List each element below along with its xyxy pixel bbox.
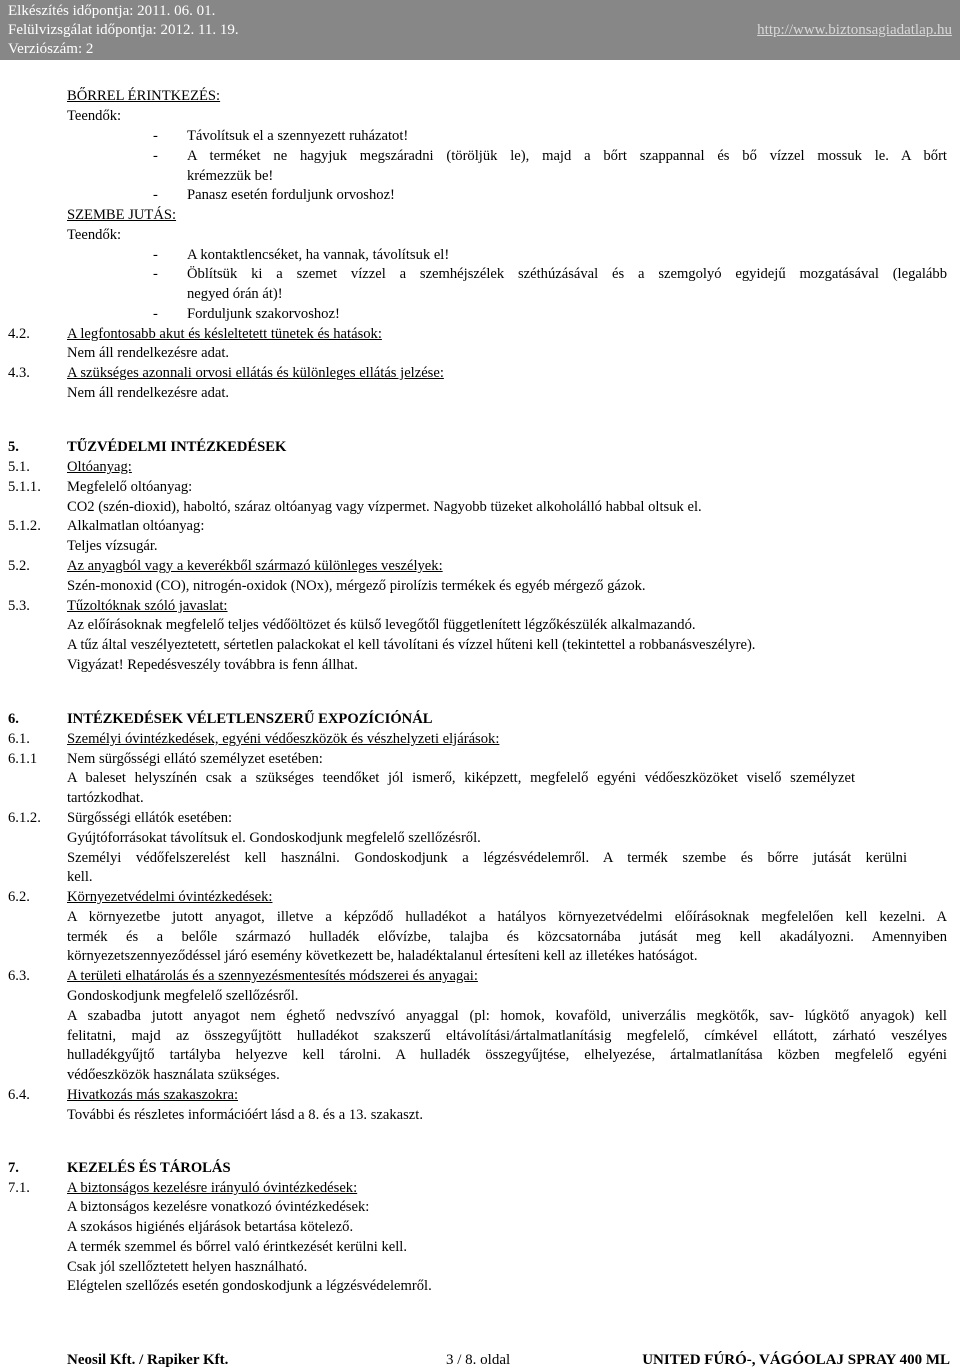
version-number: Verziószám: 2	[8, 41, 94, 57]
skin-todo-label: Teendők:	[67, 108, 122, 124]
skin-item-3: Panasz esetén forduljunk orvoshoz!	[187, 187, 395, 203]
section-7-title: KEZELÉS ÉS TÁROLÁS	[67, 1160, 231, 1176]
unsuitable-media-label: Alkalmatlan oltóanyag:	[67, 518, 205, 534]
non-emergency-text: A baleset helyszínén csak a szükséges teendőket jól ismerő, kiképzett, megfelelő egyéni védőeszközöket viselő személyzet	[67, 770, 855, 786]
suitable-media-text: CO2 (szén-dioxid), haboltó, száraz oltóanyag vagy vízpermet. Nagyobb tüzeket alkoholálló habbal oltsuk el.	[67, 499, 702, 515]
emergency-responders-text: Személyi védőfelszerelést kell használni. Gondoskodjunk a légzésvédelemről. A termék szembe és bőrre jutását kerülni	[67, 850, 907, 866]
section-5-title: TŰZVÉDELMI INTÉZKEDÉSEK	[67, 439, 287, 455]
footer-page-number: 3 / 8. oldal	[446, 1352, 511, 1368]
references-text: További és részletes információért lásd a 8. és a 13. szakaszt.	[67, 1107, 423, 1123]
eye-item-1: A kontaktlencséket, ha vannak, távolítsuk el!	[187, 247, 450, 263]
section-number: 5.1.	[8, 459, 30, 475]
eye-item-2-cont: negyed órán át)!	[187, 286, 283, 302]
eye-todo-label: Teendők:	[67, 227, 122, 243]
safe-handling-text: Csak jól szellőztetett helyen használható.	[67, 1259, 308, 1275]
special-hazards-title: Az anyagból vagy a keverékből származó különleges veszélyek:	[67, 558, 443, 574]
section-number: 7.1.	[8, 1180, 30, 1196]
skin-contact-title: BŐRREL ÉRINTKEZÉS:	[67, 88, 221, 104]
section-number: 6.3.	[8, 968, 30, 984]
safe-handling-text: A szokásos higiénés eljárások betartása kötelező.	[67, 1219, 354, 1235]
emergency-responders-text-cont: kell.	[67, 869, 93, 885]
unsuitable-media-text: Teljes vízsugár.	[67, 538, 158, 554]
section-number: 7.	[8, 1160, 19, 1176]
environmental-text: A környezetbe jutott anyagot, illetve a képződő hulladékot a hatályos környezetvédelmi előírásoknak megfelelően kell kezelni. A	[67, 909, 947, 925]
section-number: 5.1.1.	[8, 479, 41, 495]
firefighter-advice-text: Az előírásoknak megfelelő teljes védőöltözet és külső levegőtől függetlenített légzőkészülék alkalmazandó.	[67, 617, 696, 633]
section-number: 6.1.	[8, 731, 30, 747]
section-number: 6.	[8, 711, 19, 727]
section-6-title: INTÉZKEDÉSEK VÉLETLENSZERŰ EXPOZÍCIÓNÁL	[67, 711, 433, 727]
reviewed-date: Felülvizsgálat időpontja: 2012. 11. 19.	[8, 22, 239, 38]
section-4-3-text: Nem áll rendelkezésre adat.	[67, 385, 230, 401]
section-number: 4.2.	[8, 326, 30, 342]
containment-text: védőeszközök használata szükséges.	[67, 1067, 280, 1083]
eye-contact-title: SZEMBE JUTÁS:	[67, 207, 177, 223]
eye-item-2: Öblítsük ki a szemet vízzel a szemhéjszélek széthúzásával és a szemgolyó egyidejű mozgatásával (legalább	[187, 266, 947, 282]
section-number: 5.2.	[8, 558, 30, 574]
containment-text: hulladékgyűjtő tartályba helyezve kell tárolni. A hulladék összegyűjtése, elhelyezése, ártalmatlanítása közben megfelelő egyéni	[67, 1047, 947, 1063]
containment-title: A területi elhatárolás és a szennyezésmentesítés módszerei és anyagai:	[67, 968, 478, 984]
emergency-responders-label: Sürgősségi ellátók esetében:	[67, 810, 233, 826]
bullet-dash: -	[153, 148, 158, 164]
section-number: 6.4.	[8, 1087, 30, 1103]
header-dates	[8, 2, 239, 59]
environmental-text: környezetszennyeződéssel járó esemény következett be, haladéktalanul értesíteni kell az illetékes hatóságot.	[67, 948, 698, 964]
special-hazards-text: Szén-monoxid (CO), nitrogén-oxidok (NOx), mérgező pirolízis termékek és egyéb mérgező gázok.	[67, 578, 646, 594]
emergency-responders-text: Gyújtóforrásokat távolítsuk el. Gondoskodjunk megfelelő szellőzésről.	[67, 830, 481, 846]
suitable-media-label: Megfelelő oltóanyag:	[67, 479, 193, 495]
section-number: 6.1.2.	[8, 810, 41, 826]
section-number: 6.2.	[8, 889, 30, 905]
non-emergency-label: Nem sürgősségi ellátó személyzet esetében:	[67, 751, 323, 767]
section-number: 6.1.1	[8, 751, 38, 767]
safe-handling-text: Elégtelen szellőzés esetén gondoskodjunk a légzésvédelemről.	[67, 1278, 432, 1294]
eye-item-3: Forduljunk szakorvoshoz!	[187, 306, 340, 322]
bullet-dash: -	[153, 266, 158, 282]
firefighter-advice-text: A tűz által veszélyeztetett, sértetlen palackokat el kell távolítani és vízzel hűteni kell (tekintettel a robbanásveszélyre).	[67, 637, 756, 653]
footer-product-name: UNITED FÚRÓ-, VÁGÓOLAJ SPRAY 400 ML	[642, 1352, 950, 1368]
bullet-dash: -	[153, 247, 158, 263]
bullet-dash: -	[153, 128, 158, 144]
skin-item-1: Távolítsuk el a szennyezett ruházatot!	[187, 128, 409, 144]
skin-item-2-cont: krémezzük be!	[187, 168, 274, 184]
containment-text: felitatni, majd az összegyűjtött hulladékot szakszerű eltávolítási/ártalmatlanításig megfelelő, címkével ellátott, zárható veszélyes	[67, 1028, 947, 1044]
section-number: 4.3.	[8, 365, 30, 381]
safe-handling-text: A termék szemmel és bőrrel való érintkezését kerülni kell.	[67, 1239, 407, 1255]
bullet-dash: -	[153, 187, 158, 203]
safe-handling-text: A biztonságos kezelésre vonatkozó óvintézkedések:	[67, 1199, 370, 1215]
page-header	[0, 0, 960, 60]
containment-text: A szabadba jutott anyagot nem éghető nedvszívó anyaggal (pl: homok, kovaföld, univerzális megkötők, sav- lúgkötő anyagok) kell	[67, 1008, 947, 1024]
section-4-2-title: A legfontosabb akut és késleltetett tünetek és hatások:	[67, 326, 382, 342]
skin-item-2: A terméket ne hagyjuk megszáradni (töröljük le), majd a bőrt szappannal és bő vízzel mossuk le. A bőrt	[187, 148, 947, 164]
section-4-3-title: A szükséges azonnali orvosi ellátás és különleges ellátás jelzése:	[67, 365, 444, 381]
footer-company: Neosil Kft. / Rapiker Kft.	[67, 1352, 229, 1368]
firefighter-advice-title: Tűzoltóknak szóló javaslat:	[67, 598, 228, 614]
website-link[interactable]: http://www.biztonsagiadatlap.hu	[757, 22, 952, 38]
firefighter-advice-text: Vigyázat! Repedésveszély továbbra is fenn állhat.	[67, 657, 358, 673]
created-date: Elkészítés időpontja: 2011. 06. 01.	[8, 3, 216, 19]
bullet-dash: -	[153, 306, 158, 322]
environmental-precautions-title: Környezetvédelmi óvintézkedések:	[67, 889, 273, 905]
extinguishing-media-title: Oltóanyag:	[67, 459, 132, 475]
safe-handling-title: A biztonságos kezelésre irányuló óvintézkedések:	[67, 1180, 358, 1196]
references-title: Hivatkozás más szakaszokra:	[67, 1087, 239, 1103]
section-number: 5.1.2.	[8, 518, 41, 534]
environmental-text: termék és a belőle származó hulladék elővízbe, talajba és közcsatornába jutását meg kell akadályozni. Amennyiben	[67, 929, 947, 945]
personal-precautions-title: Személyi óvintézkedések, egyéni védőeszközök és vészhelyzeti eljárások:	[67, 731, 500, 747]
non-emergency-text-cont: tartózkodhat.	[67, 790, 144, 806]
section-number: 5.	[8, 439, 19, 455]
section-4-2-text: Nem áll rendelkezésre adat.	[67, 345, 230, 361]
containment-text: Gondoskodjunk megfelelő szellőzésről.	[67, 988, 299, 1004]
section-number: 5.3.	[8, 598, 30, 614]
